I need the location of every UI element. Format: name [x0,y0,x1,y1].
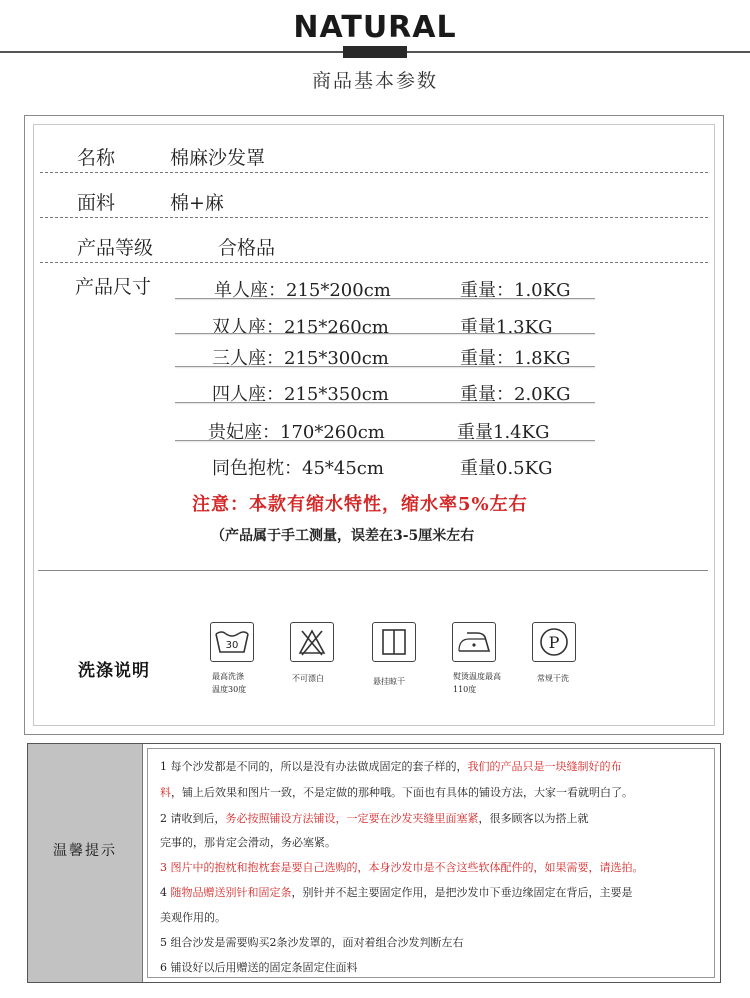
size-underline [175,402,595,403]
row-divider [40,217,708,218]
size-weight-double: 重量1.3KG [460,317,553,338]
tip-2-line-2: 完事的，那肯定会滑动，务必塞紧。 [160,836,336,849]
size-seat-pillow: 同色抱枕：45*45cm [212,458,384,479]
tips-sidebar [28,744,142,982]
hang-caption: 悬挂晾干 [373,677,405,686]
size-weight-chaise: 重量1.4KG [457,422,550,443]
iron-caption: 110度 [453,685,477,694]
row-divider [40,262,708,263]
size-weight-triple: 重量：1.8KG [460,348,571,369]
hang-dry-icon [372,622,416,662]
no-bleach-icon [290,622,334,662]
size-weight-quad: 重量：2.0KG [460,384,571,405]
size-seat-single: 单人座：215*200cm [214,280,391,301]
dry-clean-caption: 常规干洗 [537,674,569,683]
tip-5: 5 组合沙发是需要购买2条沙发罩的，面对着组合沙发判断左右 [160,936,464,949]
brand-title: NATURAL [293,10,457,45]
size-seat-triple: 三人座：215*300cm [212,348,389,369]
tip-1-line-2: 料，铺上后效果和图片一致，不是定做的那种哦。下面也有具体的铺设方法，大家一看就明白了。 [160,786,633,799]
title-rule-left [0,51,343,53]
size-seat-quad: 四人座：215*350cm [212,384,389,405]
tips-label: 温馨提示 [53,843,117,859]
tip-6: 6 铺设好以后用赠送的固定条固定住面料 [160,961,358,974]
size-seat-chaise: 贵妃座：170*260cm [208,422,385,443]
dry-clean-letter: P [548,633,560,652]
name-value: 棉麻沙发罩 [170,147,266,169]
iron-icon [452,622,496,662]
fabric-label: 面料 [77,192,116,214]
tip-2-line-1: 2 请收到后，务必按照铺设方法铺设，一定要在沙发夹缝里面塞紧，很多顾客以为搭上就 [160,812,589,825]
size-underline [175,333,595,334]
size-underline [175,366,595,367]
wash-caption: 最高洗涤 [212,672,244,681]
wash-temp-label: 30 [225,640,239,651]
size-weight-single: 重量：1.0KG [460,280,571,301]
section-divider [38,570,708,571]
dry-clean-icon [532,622,576,662]
iron-caption: 熨烫温度最高 [453,672,501,681]
size-underline [175,440,595,441]
page-subtitle: 商品基本参数 [311,70,438,92]
bleach-caption: 不可漂白 [292,674,324,683]
tip-1-line-1: 1 每个沙发都是不同的，所以是没有办法做成固定的套子样的，我们的产品只是一块缝制好的布 [160,760,622,773]
measure-note: （产品属于手工测量，误差在3-5厘米左右 [211,528,475,544]
name-label: 名称 [77,147,116,169]
title-accent-block [343,46,407,58]
tip-4-line-2: 美观作用的。 [160,911,226,924]
row-divider [40,172,708,173]
size-seat-double: 双人座：215*260cm [212,317,389,338]
wash-caption: 温度30度 [212,685,247,694]
shrink-notice: 注意：本款有缩水特性，缩水率5%左右 [192,494,528,515]
tip-3: 3 图片中的抱枕和抱枕套是要自己选购的，本身沙发巾是不含这些软体配件的，如果需要，请选拍。 [160,861,644,874]
tip-4-line-1: 4 随物品赠送别针和固定条，别针并不起主要固定作用，是把沙发巾下垂边缘固定在背后，主要是 [160,886,633,899]
tips-divider [142,744,143,982]
wash-title: 洗涤说明 [78,661,150,681]
grade-label: 产品等级 [77,237,154,259]
grade-value: 合格品 [218,237,276,259]
size-weight-pillow: 重量0.5KG [460,458,553,479]
title-rule-right [407,51,750,53]
fabric-value: 棉+麻 [170,192,224,214]
size-underline [175,298,595,299]
wash-30-icon [210,622,254,662]
size-label: 产品尺寸 [75,276,152,298]
